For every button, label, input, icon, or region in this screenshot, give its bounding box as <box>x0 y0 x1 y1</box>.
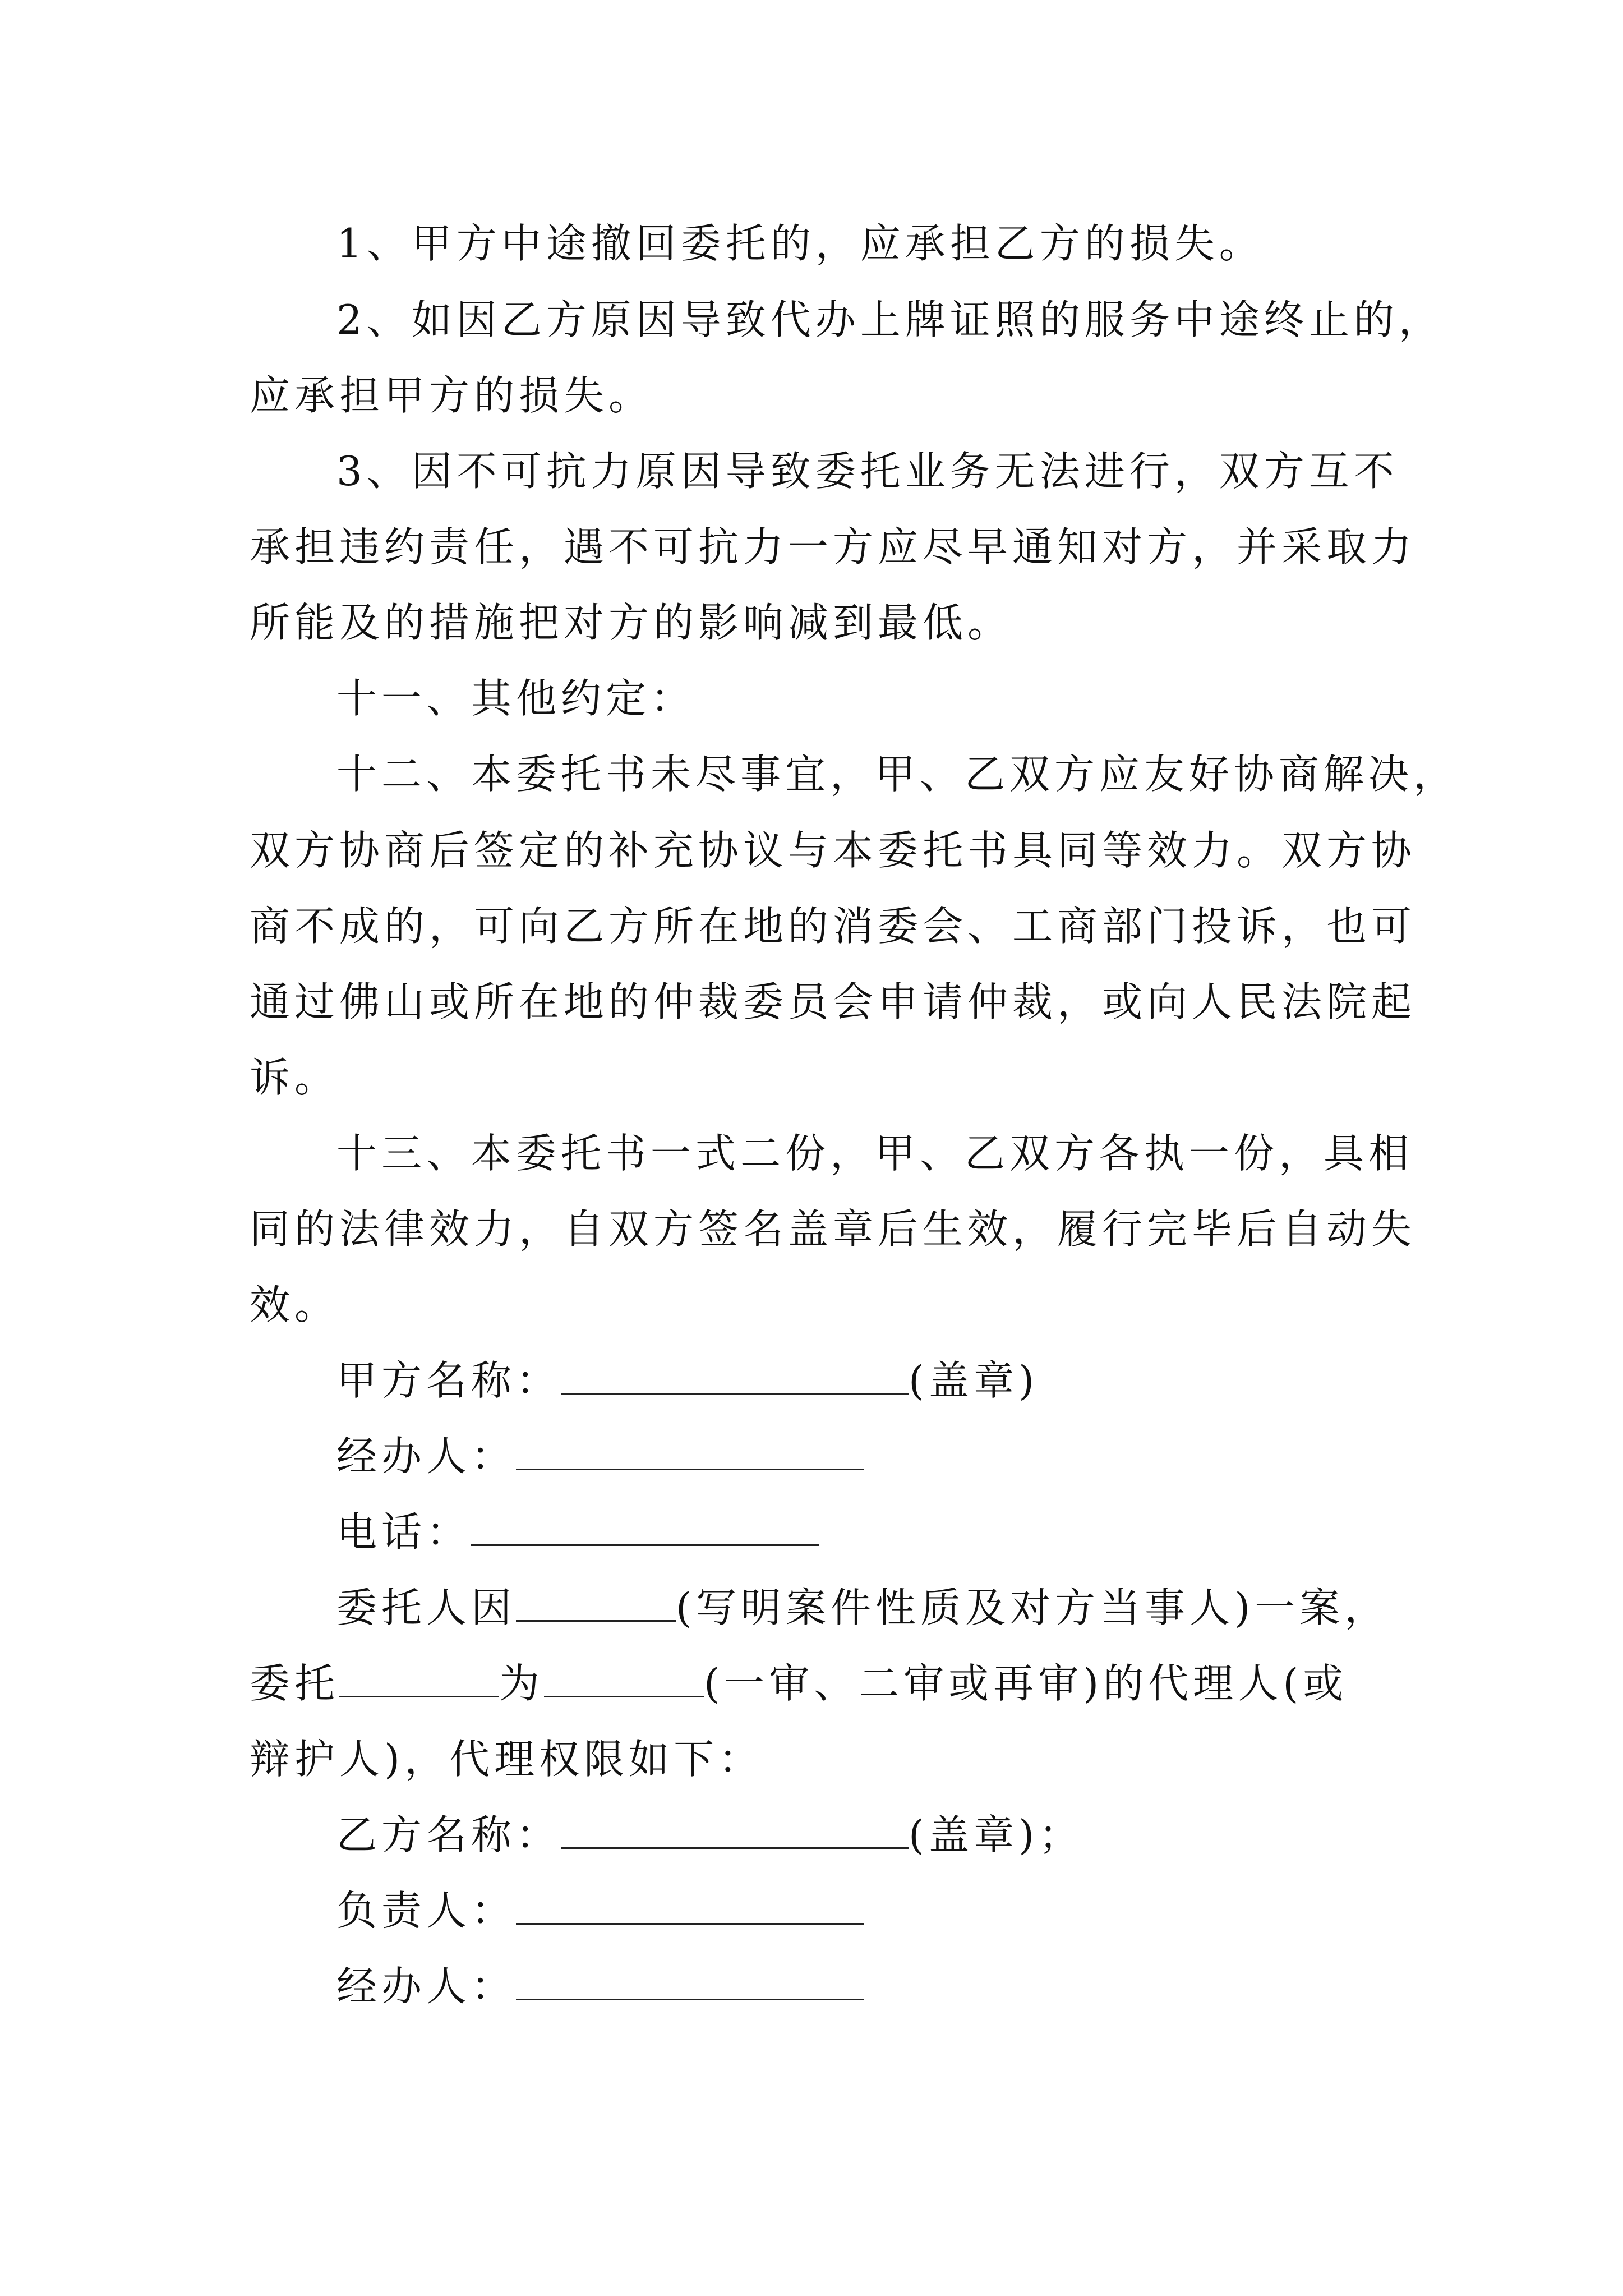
clause-2-line-1: 2、如因乙方原因导致代办上牌证照的服务中途终止的， <box>336 296 1444 343</box>
clause-12-line-5: 诉。 <box>250 1054 340 1101</box>
clause-3-line-2: 承担违约责任，遇不可抗力一方应尽早通知对方，并采取力 <box>250 523 1417 570</box>
party-a-phone-row <box>336 1504 819 1560</box>
party-b-name-blank[interactable] <box>561 1812 909 1849</box>
entrust-line-2-suffix: (一审、二审或再审)的代理人(或 <box>704 1660 1348 1707</box>
clause-13-line-2: 同的法律效力，自双方签名盖章后生效，履行完毕后自动失 <box>250 1205 1417 1253</box>
party-b-handler-row <box>336 1958 864 2014</box>
party-a-name-blank[interactable] <box>561 1358 909 1395</box>
clause-1-line-1: 1、甲方中途撤回委托的，应承担乙方的损失。 <box>336 220 1264 267</box>
entrust-line-2 <box>250 1655 1348 1711</box>
entrust-line-2-prefix: 委托 <box>250 1660 340 1707</box>
party-b-seal-label: (盖章)； <box>909 1811 1084 1858</box>
party-b-handler-label: 经办人： <box>336 1963 517 2010</box>
trial-stage-blank[interactable] <box>544 1661 704 1697</box>
party-a-handler-blank[interactable] <box>516 1434 864 1470</box>
party-a-phone-label: 电话： <box>336 1508 472 1556</box>
entrust-line-1-prefix: 委托人因 <box>336 1584 517 1631</box>
party-a-name-label: 甲方名称： <box>336 1357 561 1404</box>
party-b-handler-blank[interactable] <box>516 1964 864 2000</box>
clause-12-line-4: 通过佛山或所在地的仲裁委员会申请仲裁，或向人民法院起 <box>250 978 1417 1025</box>
clause-2-line-2: 应承担甲方的损失。 <box>250 372 654 419</box>
party-b-name-label: 乙方名称： <box>336 1811 561 1858</box>
party-b-principal-row <box>336 1883 864 1939</box>
party-a-seal-label: (盖章) <box>909 1357 1039 1404</box>
party-a-handler-row <box>336 1428 864 1484</box>
clause-12-line-2: 双方协商后签定的补充协议与本委托书具同等效力。双方协 <box>250 827 1417 874</box>
clause-12-line-3: 商不成的，可向乙方所在地的消委会、工商部门投诉，也可 <box>250 903 1417 950</box>
party-a-phone-blank[interactable] <box>471 1510 819 1546</box>
clause-13-line-3: 效。 <box>250 1281 340 1328</box>
clause-11-line-1: 十一、其他约定： <box>336 675 696 722</box>
clause-3-line-3: 所能及的措施把对方的影响减到最低。 <box>250 599 1013 646</box>
clause-12-line-1: 十二、本委托书未尽事宜，甲、乙双方应友好协商解决， <box>336 751 1459 798</box>
party-b-principal-blank[interactable] <box>516 1888 864 1925</box>
clause-13-line-1: 十三、本委托书一式二份，甲、乙双方各执一份，具相 <box>336 1130 1414 1177</box>
clause-3-line-1: 3、因不可抗力原因导致委托业务无法进行，双方互不 <box>336 448 1399 495</box>
party-a-handler-label: 经办人： <box>336 1433 517 1480</box>
entrust-line-2-middle: 为 <box>499 1660 545 1707</box>
entrust-line-1 <box>336 1580 1389 1636</box>
party-a-name-row <box>336 1352 1039 1409</box>
party-b-principal-label: 负责人： <box>336 1887 517 1934</box>
agent-name-blank[interactable] <box>339 1661 499 1697</box>
entrust-line-3: 辩护人)，代理权限如下： <box>250 1736 764 1783</box>
case-nature-blank[interactable] <box>516 1585 676 1622</box>
entrust-line-1-suffix: (写明案件性质及对方当事人)一案， <box>676 1584 1390 1631</box>
party-b-name-row <box>336 1807 1083 1863</box>
